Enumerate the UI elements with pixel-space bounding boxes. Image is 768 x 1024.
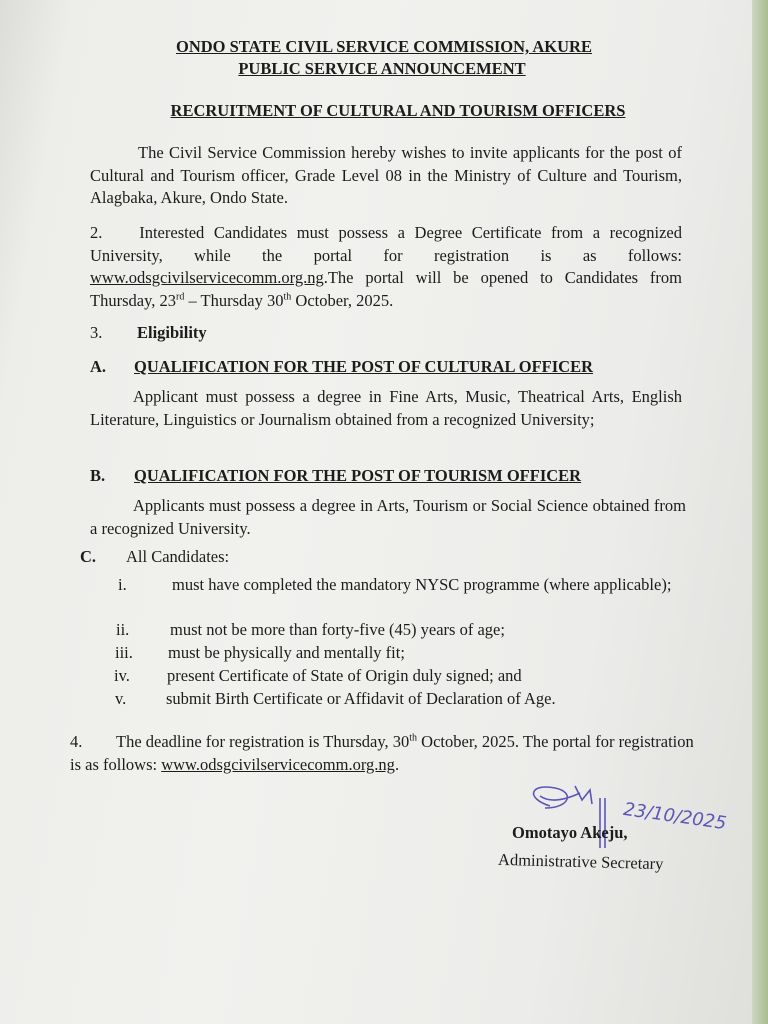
section-letter: C. [80, 547, 97, 566]
list-item [115, 642, 405, 665]
paragraph-text: .The portal will be opened to Candidates from Thursday, 23 [90, 268, 682, 310]
section-a-heading [90, 356, 593, 379]
list-number: ii. [116, 620, 130, 639]
paragraph-number: 4. [70, 732, 83, 751]
list-item [115, 688, 556, 711]
intro-paragraph: The Civil Service Commission hereby wishes to invite applicants for the post of Cultural and Tourism officer, Grade Level 08 in the Ministry of Culture and Tourism, Alagbaka, Akure, Ondo State. [90, 143, 682, 207]
section-heading: QUALIFICATION FOR THE POST OF TOURISM OFFICER [134, 466, 582, 485]
background-surface [752, 0, 768, 1024]
paragraph-text: Interested Candidates must possess a Degree Certificate from a recognized University, while the portal for registration is as follows: [90, 223, 683, 265]
announcement-subtitle: PUBLIC SERVICE ANNOUNCEMENT [238, 59, 526, 78]
list-number: i. [118, 575, 127, 594]
superscript: rd [176, 291, 185, 302]
list-text: must not be more than forty-five (45) years of age; [170, 620, 505, 639]
signatory-position: Administrative Secretary [497, 849, 664, 874]
list-text: must have completed the mandatory NYSC programme (where applicable); [172, 575, 672, 594]
section-letter: A. [90, 357, 107, 376]
list-item [116, 619, 505, 642]
paragraph-text: – Thursday 30 [184, 290, 284, 310]
section-b-heading [90, 465, 581, 488]
section-b-text: Applicants must possess a degree in Arts, Tourism or Social Science obtained from a recognized University. [90, 496, 686, 538]
portal-link[interactable]: www.odsgcivilservicecomm.org.ng [161, 754, 395, 774]
portal-link[interactable]: www.odsgcivilservicecomm.org.ng [90, 268, 324, 287]
paragraph-2 [90, 222, 682, 312]
section-heading: QUALIFICATION FOR THE POST OF CULTURAL OFFICER [134, 357, 594, 376]
list-number: iv. [114, 666, 130, 685]
section-3 [90, 322, 207, 345]
list-item [114, 665, 522, 688]
list-text: present Certificate of State of Origin duly signed; and [167, 666, 522, 685]
list-text: submit Birth Certificate or Affidavit of Declaration of Age. [166, 689, 556, 708]
paragraph-text: The deadline for registration is Thursday, 30 [116, 732, 410, 751]
list-item [118, 574, 693, 597]
list-number: v. [115, 689, 127, 708]
section-number: 3. [90, 323, 103, 342]
paragraph-text: October, 2025. The portal for registration is as follows: [70, 732, 694, 774]
signatory-name: Omotayo Akeju, [512, 823, 628, 842]
paragraph-text: October, 2025. [291, 290, 394, 310]
section-a-text: Applicant must possess a degree in Fine Arts, Music, Theatrical Arts, English Literature, Linguistics or Journalism obtained from a recognized University; [90, 387, 682, 429]
list-text: must be physically and mentally fit; [168, 643, 405, 662]
list-number: iii. [115, 643, 133, 662]
paragraph-number: 2. [90, 223, 103, 242]
org-title: ONDO STATE CIVIL SERVICE COMMISSION, AKURE [176, 37, 592, 56]
superscript: th [283, 291, 292, 302]
superscript: th [409, 732, 418, 744]
section-heading: Eligibility [137, 323, 207, 342]
page-title: RECRUITMENT OF CULTURAL AND TOURISM OFFICERS [170, 101, 626, 120]
signature-date: 23/10/2025 [622, 798, 728, 835]
section-heading: All Candidates: [126, 547, 230, 566]
paragraph-text: . [394, 754, 400, 774]
section-letter: B. [90, 466, 106, 485]
paragraph-4 [70, 731, 700, 776]
section-c-heading [80, 546, 229, 569]
